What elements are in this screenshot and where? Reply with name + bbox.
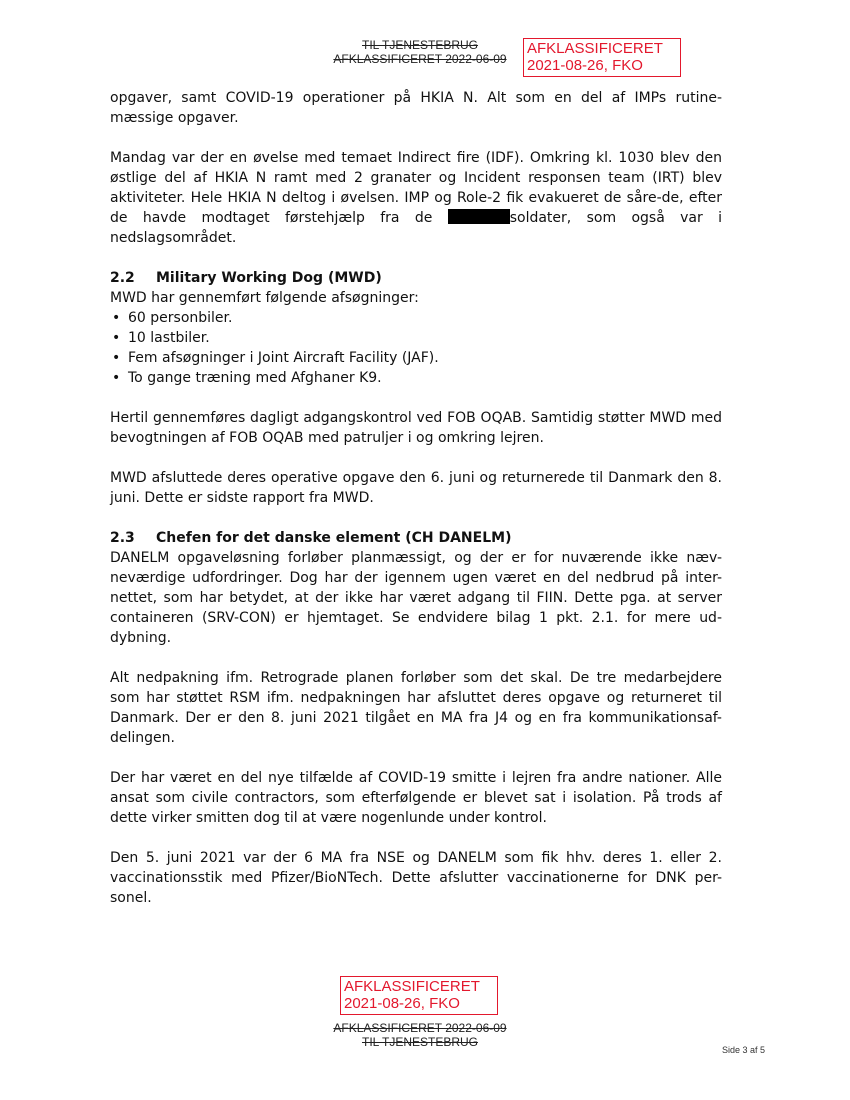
list-item <box>110 328 722 348</box>
section-heading-2-2 <box>110 268 722 288</box>
header-classification <box>310 38 530 66</box>
paragraph-2-part1: Mandag var der en øvelse med temaet Indirect fire (IDF). Omkring kl. 1030 blev den østlige del af HKIA N ramt med 2 granater og Incident responsen team (IRT) blev aktiviteter. Hele HKIA N deltog i øvelsen. IMP og Role-2 fik evakueret de såre-de, efter de havde modtaget førstehjælp fra de <box>110 150 722 226</box>
footer-stamp-line2: 2021-08-26, FKO <box>344 995 460 1012</box>
footer-declassification-stamp <box>340 976 498 1015</box>
paragraph-7: Der har været en del nye tilfælde af COVID-19 smitte i lejren fra andre nationer. Alle ansat som civile contractors, som efterfølgende er blevet sat i isolation. På trods af dette virker smitten dog til at være nogenlunde under kontrol. <box>110 770 722 826</box>
page-number: Side 3 af 5 <box>722 1045 766 1055</box>
list-item <box>110 308 722 328</box>
header-declassification-stamp <box>523 38 681 77</box>
mwd-intro: MWD har gennemført følgende afsøgninger: <box>110 290 419 306</box>
paragraph-3: Hertil gennemføres dagligt adgangskontrol ved FOB OQAB. Samtidig støtter MWD med bevogtningen af FOB OQAB med patruljer i og omkring lejren. <box>110 410 722 446</box>
header-stamp-line2: 2021-08-26, FKO <box>527 57 643 74</box>
list-item-text: 60 personbiler. <box>128 310 233 326</box>
list-item-text: Fem afsøgninger i Joint Aircraft Facility (JAF). <box>128 350 439 366</box>
paragraph-2-part2: soldater, som også var i nedslagsområdet. <box>110 210 722 246</box>
section-heading-2-3 <box>110 528 722 548</box>
paragraph-8: Den 5. juni 2021 var der 6 MA fra NSE og DANELM som fik hhv. deres 1. eller 2. vaccinationsstik med Pfizer/BioNTech. Dette afslutter vaccinationerne for DNK per-sonel. <box>110 850 722 906</box>
bullet-icon: • <box>112 330 121 346</box>
section-title: Military Working Dog (MWD) <box>156 270 382 286</box>
list-item-text: 10 lastbiler. <box>128 330 210 346</box>
document-body <box>110 88 722 928</box>
bullet-icon: • <box>112 370 121 386</box>
list-item <box>110 368 722 388</box>
paragraph-6: Alt nedpakning ifm. Retrograde planen forløber som det skal. De tre medarbejdere som har støttet RSM ifm. nedpakningen har afsluttet deres opgave og returneret til Danmark. Der er den 8. juni 2021 tilgået en MA fra J4 og en fra kommunikationsaf-delingen. <box>110 670 722 746</box>
header-classification-line2: AFKLASSIFICERET 2022-06-09 <box>333 52 507 66</box>
section-number: 2.2 <box>110 270 135 286</box>
section-number: 2.3 <box>110 530 135 546</box>
list-item-text: To gange træning med Afghaner K9. <box>128 370 382 386</box>
header-stamp-line1: AFKLASSIFICERET <box>527 40 663 57</box>
footer-stamp-line1: AFKLASSIFICERET <box>344 978 480 995</box>
bullet-icon: • <box>112 350 121 366</box>
paragraph-4: MWD afsluttede deres operative opgave den 6. juni og returnerede til Danmark den 8. juni. Dette er sidste rapport fra MWD. <box>110 470 722 506</box>
list-item <box>110 348 722 368</box>
paragraph-2 <box>110 148 722 248</box>
footer-classification <box>310 1021 530 1049</box>
redaction-block <box>448 209 510 224</box>
header-classification-line1: TIL TJENESTEBRUG <box>361 38 479 52</box>
footer-classification-line2: TIL TJENESTEBRUG <box>361 1035 479 1049</box>
paragraph-5: DANELM opgaveløsning forløber planmæssigt, og der er for nuværende ikke næv-neværdige udfordringer. Dog har der igennem ugen været en del nedbrud på inter-nettet, som har betydet, at der ikke har været adgang til FIIN. Dette pga. at server containeren (SRV-CON) er hjemtaget. Se endvidere bilag 1 pkt. 2.1. for mere ud-dybning. <box>110 550 722 646</box>
footer-classification-line1: AFKLASSIFICERET 2022-06-09 <box>333 1021 507 1035</box>
bullet-icon: • <box>112 310 121 326</box>
section-title: Chefen for det danske element (CH DANELM) <box>156 530 512 546</box>
paragraph-1: opgaver, samt COVID-19 operationer på HKIA N. Alt som en del af IMPs rutine-mæssige opgaver. <box>110 90 722 126</box>
mwd-search-list <box>110 308 722 388</box>
